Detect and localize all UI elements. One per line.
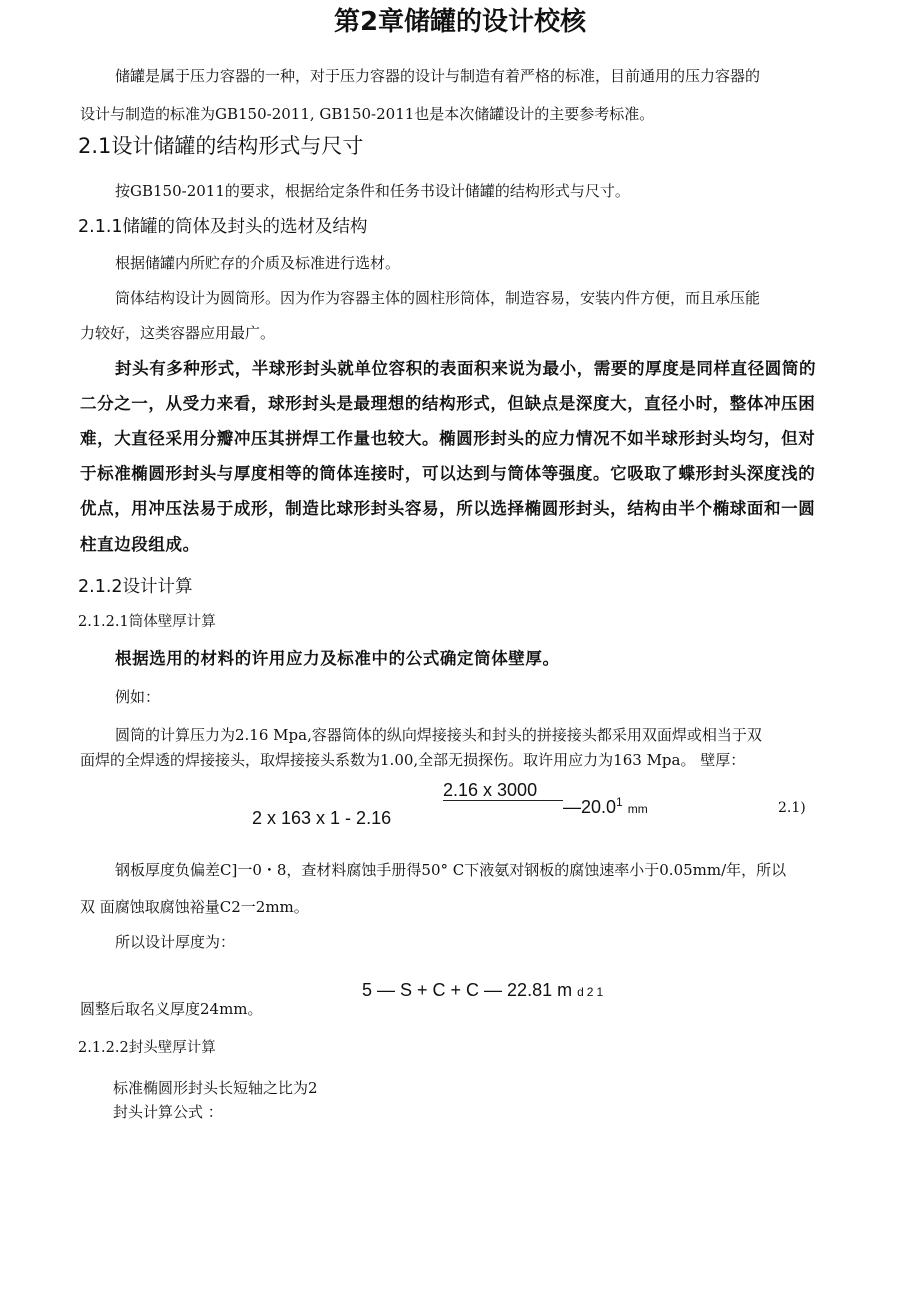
bold-line: 柱直边段组成。 bbox=[80, 535, 200, 554]
paragraph-line: 面焊的全焊透的焊接接头，取焊接接头系数为1.00,全部无损探伤。取许用应力为163 Mpa。 壁厚： bbox=[80, 751, 746, 769]
paragraph: 例如： bbox=[115, 688, 161, 706]
bold-line: 封头有多种形式，半球形封头就单位容积的表面积来说为最小，需要的厚度是同样直径圆筒的 bbox=[115, 359, 817, 378]
paragraph: 封头计算公式 ： bbox=[113, 1103, 223, 1121]
paragraph: 标准椭圆形封头长短轴之比为2 bbox=[113, 1079, 318, 1097]
bold-line: 于标准椭圆形封头与厚度相等的筒体连接时，可以达到与筒体等强度。它吸取了蝶形封头深度浅的 bbox=[80, 464, 816, 483]
paragraph-line: 钢板厚度负偏差C]一0・8，查材料腐蚀手册得50° C下液氨对钢板的腐蚀速率小于0.05mm/年，所以 bbox=[115, 861, 787, 879]
subsubsection-heading: 2.1.2.1筒体壁厚计算 bbox=[78, 614, 216, 630]
paragraph: 圆整后取名义厚度24mm。 bbox=[80, 1000, 263, 1018]
subsubsection-heading: 2.1.2.2封头壁厚计算 bbox=[78, 1040, 216, 1056]
paragraph-line: 双 面腐蚀取腐蚀裕量C2一2mm。 bbox=[80, 898, 309, 916]
bold-line: 根据选用的材料的许用应力及标准中的公式确定筒体壁厚。 bbox=[115, 649, 560, 668]
subsection-heading: 2.1.2设计计算 bbox=[78, 577, 193, 597]
intro-line: 设计与制造的标准为GB150-2011, GB150-2011也是本次储罐设计的主要参考标准。 bbox=[80, 105, 655, 123]
bold-line: 二分之一，从受力来看，球形封头是最理想的结构形式，但缺点是深度大，直径小时，整体冲压困 bbox=[80, 394, 816, 413]
formula-result: —20.0$^1$ mm bbox=[563, 795, 648, 817]
intro-line: 储罐是属于压力容器的一种，对于压力容器的设计与制造有着严格的标准，目前通用的压力容器的 bbox=[115, 67, 761, 85]
formula-thickness: 5 — S + C + C — 22.81 m d21 bbox=[362, 980, 607, 1000]
fraction-bar bbox=[443, 800, 563, 801]
formula-denominator: 2 x 163 x 1 - 2.16 bbox=[252, 808, 392, 828]
formula-numerator: 2.16 x 3000 bbox=[443, 780, 538, 800]
paragraph: 所以设计厚度为： bbox=[115, 933, 236, 951]
bold-line: 优点，用冲压法易于成形，制造比球形封头容易，所以选择椭圆形封头，结构由半个椭球面和一圆 bbox=[80, 499, 816, 518]
paragraph-line: 圆筒的计算压力为2.16 Mpa,容器筒体的纵向焊接接头和封头的拼接接头都采用双面焊或相当于双 bbox=[115, 726, 762, 744]
paragraph-line: 筒体结构设计为圆筒形。因为作为容器主体的圆柱形筒体，制造容易，安装内件方便，而且承压能 bbox=[115, 289, 761, 307]
bold-line: 难，大直径采用分瓣冲压其拼焊工作量也较大。椭圆形封头的应力情况不如半球形封头均匀，但对 bbox=[80, 429, 816, 448]
subsection-heading: 2.1.1储罐的筒体及封头的选材及结构 bbox=[78, 217, 368, 237]
paragraph: 按GB150-2011的要求，根据给定条件和任务书设计储罐的结构形式与尺寸。 bbox=[115, 182, 630, 200]
paragraph-line: 力较好，这类容器应用最广。 bbox=[80, 324, 276, 342]
section-heading: 2.1设计储罐的结构形式与尺寸 bbox=[78, 134, 364, 158]
paragraph: 根据储罐内所贮存的介质及标准进行选材。 bbox=[115, 254, 401, 272]
page-title: 第2章储罐的设计校核 bbox=[333, 7, 587, 37]
equation-number: 2.1) bbox=[778, 800, 806, 816]
